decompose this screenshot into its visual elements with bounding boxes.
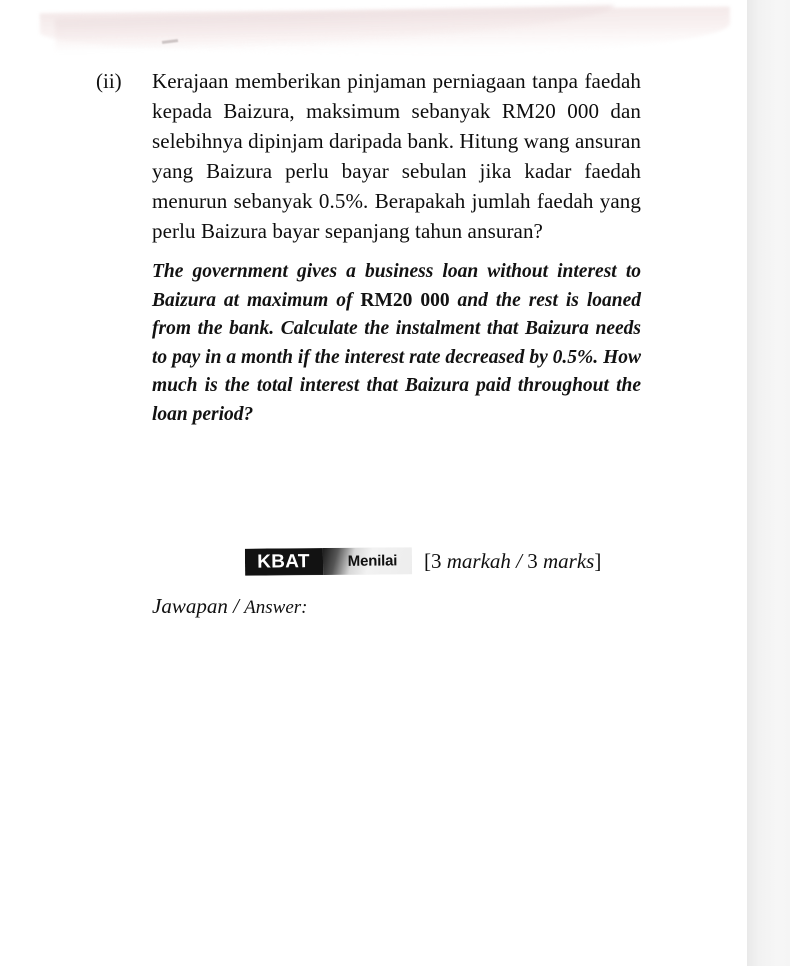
marks-malay-word: markah xyxy=(446,549,511,573)
marks-english-value: 3 xyxy=(527,549,538,573)
kbat-badge-right-label: Menilai xyxy=(347,552,398,570)
marks-malay-value: 3 xyxy=(431,549,442,573)
marks-open-bracket: [ xyxy=(424,549,431,573)
question-number-label: (ii) xyxy=(96,69,122,93)
marks-row xyxy=(245,548,601,575)
question-block xyxy=(96,66,641,429)
kbat-badge xyxy=(245,547,412,575)
english-loan-amount: RM20 000 xyxy=(360,289,450,311)
kbat-badge-right xyxy=(323,547,412,575)
english-text-segment-2: and the rest is loaned from the bank. Calculate the instalment that Baizura needs to pay in a month if the interest rate decreased by 0.5%. How much is the total interest that Baizura paid throughout the loan period? xyxy=(152,289,641,425)
marks-separator: / xyxy=(516,549,523,573)
answer-prompt-malay: Jawapan xyxy=(152,594,228,618)
answer-prompt xyxy=(152,592,308,622)
question-row xyxy=(96,66,641,429)
answer-prompt-english: Answer: xyxy=(244,597,308,618)
question-body xyxy=(152,66,641,429)
marks-english-word: marks xyxy=(543,549,595,573)
page-gutter xyxy=(747,0,790,966)
question-text-english xyxy=(152,258,641,429)
answer-writing-space xyxy=(96,630,656,950)
answer-prompt-separator: / xyxy=(233,594,239,618)
question-text-malay: Kerajaan memberikan pinjaman perniagaan tanpa faedah kepada Baizura, maksimum sebanyak RM20 000 dan selebihnya dipinjam daripada bank. Hitung wang ansuran yang Baizura perlu bayar sebulan jika kadar faedah menurun sebanyak 0.5%. Berapakah jumlah faedah yang perlu Baizura bayar sepanjang tahun ansuran? xyxy=(152,69,641,243)
kbat-badge-left-label: KBAT xyxy=(245,548,323,576)
english-text-segment-1: The government gives a business loan without interest to Baizura at maximum of xyxy=(152,261,641,311)
marks-allocation xyxy=(424,548,601,575)
marks-close-bracket: ] xyxy=(594,549,602,573)
